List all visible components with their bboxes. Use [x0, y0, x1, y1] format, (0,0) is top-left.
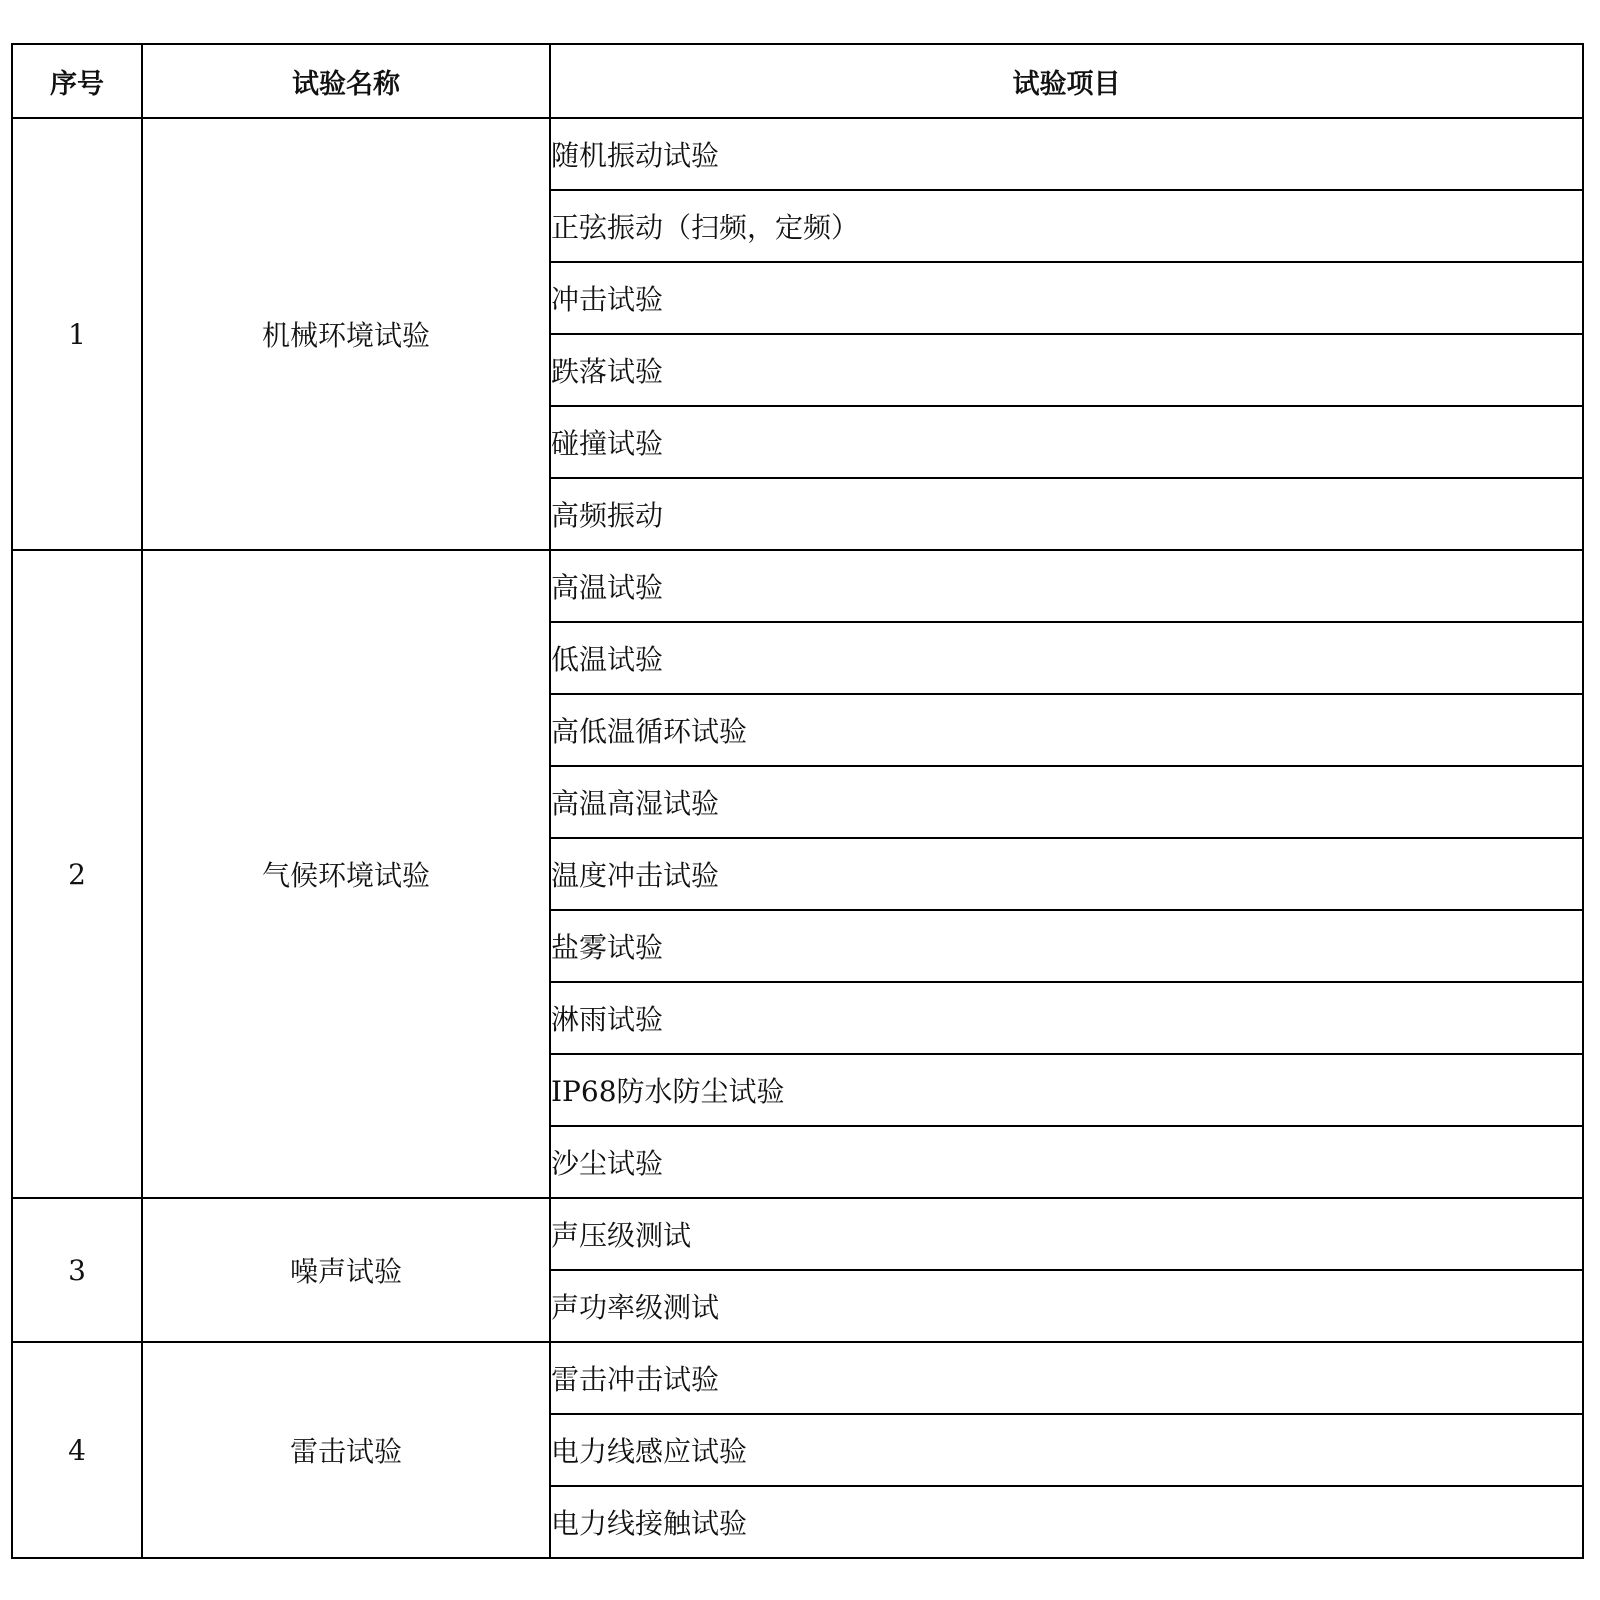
serial-number-cell: 3 — [12, 1198, 142, 1342]
test-item-cell: 高低温循环试验 — [550, 694, 1583, 766]
test-name-cell: 机械环境试验 — [142, 118, 550, 550]
test-name-cell: 雷击试验 — [142, 1342, 550, 1558]
test-item-cell: 高频振动 — [550, 478, 1583, 550]
header-test-name: 试验名称 — [142, 44, 550, 118]
test-item-cell: 碰撞试验 — [550, 406, 1583, 478]
test-item-cell: 电力线感应试验 — [550, 1414, 1583, 1486]
test-item-cell: 沙尘试验 — [550, 1126, 1583, 1198]
test-item-cell: 盐雾试验 — [550, 910, 1583, 982]
test-item-cell: 淋雨试验 — [550, 982, 1583, 1054]
table-row — [12, 118, 1583, 190]
test-item-cell: IP68防水防尘试验 — [550, 1054, 1583, 1126]
serial-number-cell: 2 — [12, 550, 142, 1198]
test-item-cell: 电力线接触试验 — [550, 1486, 1583, 1558]
test-item-cell: 声功率级测试 — [550, 1270, 1583, 1342]
test-item-cell: 温度冲击试验 — [550, 838, 1583, 910]
test-item-cell: 正弦振动（扫频，定频） — [550, 190, 1583, 262]
table-row — [12, 1342, 1583, 1414]
header-serial-number: 序号 — [12, 44, 142, 118]
test-name-cell: 气候环境试验 — [142, 550, 550, 1198]
test-items-table — [11, 43, 1584, 1559]
table-row — [12, 550, 1583, 622]
test-item-cell: 冲击试验 — [550, 262, 1583, 334]
test-item-cell: 低温试验 — [550, 622, 1583, 694]
header-test-items: 试验项目 — [550, 44, 1583, 118]
test-name-cell: 噪声试验 — [142, 1198, 550, 1342]
table-body — [12, 118, 1583, 1558]
test-item-cell: 雷击冲击试验 — [550, 1342, 1583, 1414]
table-row — [12, 1198, 1583, 1270]
header-row — [12, 44, 1583, 118]
test-item-cell: 声压级测试 — [550, 1198, 1583, 1270]
serial-number-cell: 1 — [12, 118, 142, 550]
test-item-cell: 高温试验 — [550, 550, 1583, 622]
test-item-cell: 随机振动试验 — [550, 118, 1583, 190]
test-item-cell: 高温高湿试验 — [550, 766, 1583, 838]
serial-number-cell: 4 — [12, 1342, 142, 1558]
test-item-cell: 跌落试验 — [550, 334, 1583, 406]
